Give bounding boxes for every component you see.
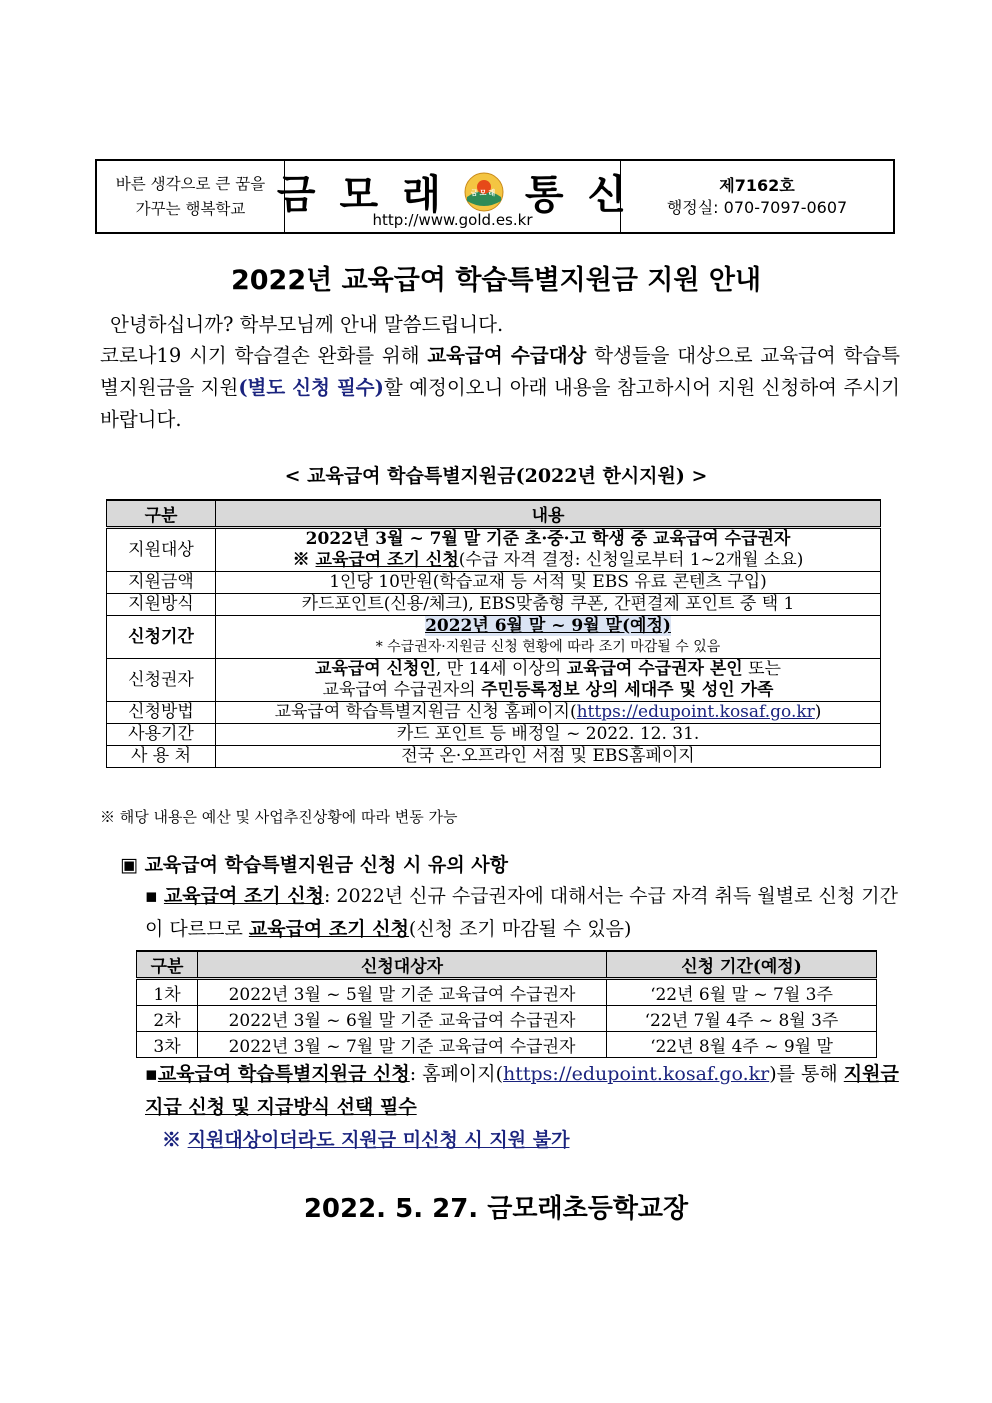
row-label: 사용기간 (107, 724, 216, 746)
row-label: 지원금액 (107, 572, 216, 594)
masthead-char: 모 (339, 172, 381, 218)
motto-line1: 바른 생각으로 큰 꿈을 (115, 174, 266, 193)
table-header-cell: 신청대상자 (198, 951, 607, 979)
masthead-char: 신 (587, 172, 629, 218)
howto-close: ) (814, 702, 822, 722)
svg-text:금모래: 금모래 (470, 188, 497, 197)
issue-info (621, 161, 893, 232)
bullet-title: 교육급여 학습특별지원금 신청 (157, 1063, 410, 1085)
bullet-early-apply (145, 880, 900, 946)
intro-text: 학생들을 대상으로 교육급여 학습특별지원금을 지원 (100, 344, 900, 399)
table-row (137, 1032, 877, 1058)
row-label: 신청권자 (107, 659, 216, 702)
table-cell: 2022년 3월 ~ 7월 말 기준 교육급여 수급권자 (198, 1032, 607, 1058)
applicant-text: 또는 (742, 659, 781, 679)
warning-note (162, 1124, 917, 1157)
table-cell: 2022년 3월 ~ 6월 말 기준 교육급여 수급권자 (198, 1006, 607, 1032)
table-row (107, 746, 881, 768)
table-header-cell: 신청 기간(예정) (607, 951, 877, 979)
bullet-mark: ▪ (145, 885, 164, 907)
intro-text: 할 예정이오니 아래 내용을 참고하시어 지원 신청하여 주시기 바랍니다. (100, 376, 900, 431)
table-cell: ‘22년 6월 말 ~ 7월 3주 (607, 979, 877, 1006)
row-value: 카드 포인트 등 배정일 ~ 2022. 12. 31. (216, 724, 881, 746)
greeting-text: 안녕하십니까? 학부모님께 안내 말씀드립니다. (110, 313, 504, 336)
row-value (216, 528, 881, 572)
table-cell: 3차 (137, 1032, 198, 1058)
row-label: 신청기간 (107, 616, 216, 659)
table-row (107, 702, 881, 724)
table-header-cell: 구분 (107, 500, 216, 528)
office-phone: 행정실: 070-7097-0607 (666, 197, 848, 217)
school-url-link[interactable]: http://www.gold.es.kr (372, 211, 533, 229)
schedule-table (136, 950, 877, 1058)
table-cell: ‘22년 7월 4주 ~ 8월 3주 (607, 1006, 877, 1032)
budget-note: ※ 해당 내용은 예산 및 사업추진상황에 따라 변동 가능 (100, 808, 458, 826)
page-title: 2022년 교육급여 학습특별지원금 지원 안내 (230, 265, 762, 296)
bullet-text: )를 통해 (769, 1063, 844, 1085)
section-heading: ▣ 교육급여 학습특별지원금 신청 시 유의 사항 (120, 854, 509, 876)
table-row (137, 1006, 877, 1032)
support-table-title: < 교육급여 학습특별지원금(2022년 한시지원) > (284, 465, 708, 487)
issue-number: 제7162호 (719, 175, 795, 195)
applicant-bold: 교육급여 신청인 (315, 659, 436, 679)
bullet-emphasis: 교육급여 조기 신청 (248, 918, 409, 940)
target-line1: 2022년 3월 ~ 7월 말 기준 초·중·고 학생 중 교육급여 수급권자 (305, 529, 791, 549)
bullet-emphasis: 지원금 지급 신청 및 지급방식 선택 필수 (145, 1063, 899, 1118)
row-value (216, 702, 881, 724)
intro-paragraph (100, 340, 900, 436)
bullet-text: : 홈페이지( (409, 1063, 504, 1085)
table-header-row (137, 951, 877, 979)
intro-text: 코로나19 시기 학습결손 완화를 위해 (100, 344, 428, 367)
edupoint-link[interactable]: https://edupoint.kosaf.go.kr (576, 702, 815, 722)
target-early-apply: 교육급여 조기 신청 (315, 550, 459, 570)
masthead-char: 통 (524, 172, 566, 218)
target-mark: ※ (292, 550, 316, 570)
table-cell: 2차 (137, 1006, 198, 1032)
bullet-title: 교육급여 조기 신청 (163, 885, 324, 907)
table-header-cell: 내용 (216, 500, 881, 528)
row-value (216, 659, 881, 702)
school-motto (97, 161, 285, 232)
table-row (107, 616, 881, 659)
masthead-char: 금 (276, 172, 318, 218)
table-row (107, 528, 881, 572)
applicant-text: , 만 14세 이상의 (435, 659, 567, 679)
bullet-text: (신청 조기 마감될 수 있음) (408, 918, 632, 940)
newsletter-masthead (276, 161, 629, 232)
period-note: * 수급권자·지원금 신청 현황에 따라 조기 마감될 수 있음 (375, 639, 721, 655)
intro-required-note: (별도 신청 필수) (238, 376, 384, 399)
warning-mark: ※ (162, 1129, 188, 1151)
table-row (107, 572, 881, 594)
row-label: 신청방법 (107, 702, 216, 724)
table-row (107, 594, 881, 616)
target-note: (수급 자격 결정: 신청일로부터 1~2개월 소요) (458, 550, 804, 570)
newsletter-header (95, 159, 895, 234)
masthead-char: 래 (402, 172, 443, 218)
row-value: 카드포인트(신용/체크), EBS맞춤형 쿠폰, 간편결제 포인트 중 택 1 (216, 594, 881, 616)
signature: 2022. 5. 27. 금모래초등학교장 (303, 1194, 689, 1224)
table-cell: ‘22년 8월 4주 ~ 9월 말 (607, 1032, 877, 1058)
school-logo-icon (463, 171, 505, 213)
warning-text: 지원대상이더라도 지원금 미신청 시 지원 불가 (187, 1129, 570, 1151)
row-value: 1인당 10만원(학습교재 등 서적 및 EBS 유료 콘텐츠 구입) (216, 572, 881, 594)
table-row (107, 659, 881, 702)
table-header-row (107, 500, 881, 528)
table-row (137, 979, 877, 1006)
period-value: 2022년 6월 말 ~ 9월 말(예정) (425, 616, 671, 636)
howto-text: 교육급여 학습특별지원금 신청 홈페이지( (274, 702, 577, 722)
row-label: 사 용 처 (107, 746, 216, 768)
row-value (216, 616, 881, 659)
row-label: 지원대상 (107, 528, 216, 572)
applicant-text: 교육급여 수급권자의 (322, 680, 482, 700)
row-value: 전국 온·오프라인 서점 및 EBS홈페이지 (216, 746, 881, 768)
support-table (106, 499, 881, 768)
bullet-apply-site (145, 1058, 900, 1124)
table-row (107, 724, 881, 746)
table-header-cell: 구분 (137, 951, 198, 979)
motto-line2: 가꾸는 행복학교 (135, 199, 246, 218)
applicant-bold: 교육급여 수급권자 본인 (566, 659, 743, 679)
edupoint-link[interactable]: https://edupoint.kosaf.go.kr (503, 1063, 770, 1085)
target-line2 (220, 550, 876, 571)
row-label: 지원방식 (107, 594, 216, 616)
table-cell: 1차 (137, 979, 198, 1006)
bullet-text: : 2022년 신규 수급권자에 대해서는 수급 자격 취득 월별로 신청 기간이 다르므로 (145, 885, 898, 940)
intro-bold: 교육급여 수급대상 (427, 344, 587, 367)
table-cell: 2022년 3월 ~ 5월 말 기준 교육급여 수급권자 (198, 979, 607, 1006)
applicant-bold: 주민등록정보 상의 세대주 및 성인 가족 (481, 680, 774, 700)
bullet-mark: ▪ (145, 1063, 158, 1085)
